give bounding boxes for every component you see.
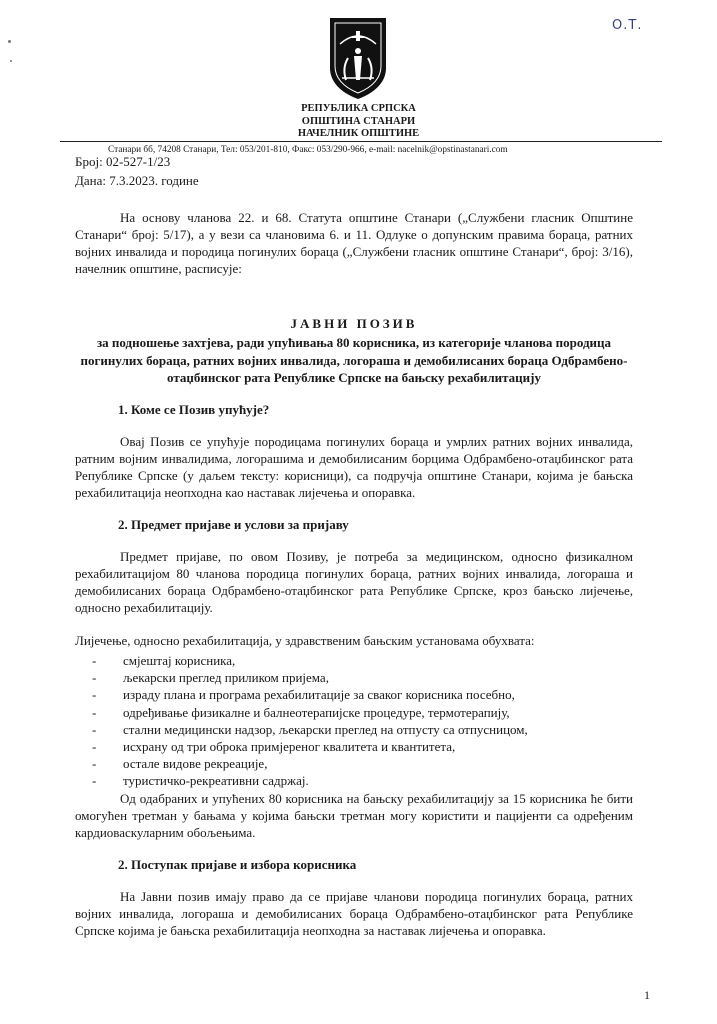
intro-paragraph: На основу чланова 22. и 68. Статута општине Станари („Службени гласник Општине Станари“ број: 5/17), а у вези са члановима 6. и 11. Одлуке о допунским правима бораца, ратних војних инвалида и породица погинулих бораца („Службени гласник општине Станари“, број: 3/16), начелник општине, расписује: xyxy=(75,210,633,276)
list-intro: Лијечење, односно рехабилитација, у здравственим бањским установама обухвата: xyxy=(75,633,535,648)
handwritten-note: О.Т. xyxy=(612,18,643,33)
letterhead-office: НАЧЕЛНИК ОПШТИНЕ xyxy=(297,128,420,139)
letterhead-republic: РЕПУБЛИКА СРПСКА xyxy=(301,103,416,114)
letterhead xyxy=(200,103,517,141)
section-3-heading: 2. Поступак пријаве и избора корисника xyxy=(118,857,357,872)
document-date: Дана: 7.3.2023. године xyxy=(75,173,199,188)
section-1-heading: 1. Коме се Позив упућује? xyxy=(118,402,270,417)
letterhead-divider xyxy=(60,141,662,142)
list-item: - одређивање физикалне и балнеотерапијске процедуре, термотерапију, xyxy=(92,704,510,720)
services-list xyxy=(75,652,635,790)
letterhead-municipality: ОПШТИНА СТАНАРИ xyxy=(301,115,416,127)
list-item: - остале видове рекреације, xyxy=(92,756,268,772)
list-item: - израду плана и програма рехабилитације за сваког корисника посебно, xyxy=(92,687,515,703)
section-2-closing: Од одабраних и упућених 80 корисника на бањску рехабилитацију за 15 корисника ће бити омогућен третман у бањама у којима бањски третман могу користити и пацијенти са одређеним кардиоваскуларним обољењима. xyxy=(75,791,633,840)
page-number: 1 xyxy=(644,988,650,1002)
document-title: ЈАВНИ ПОЗИВ xyxy=(290,316,418,331)
document-number: Број: 02-527-1/23 xyxy=(75,154,171,169)
section-1-text: Овај Позив се упућује породицама погинулих бораца и умрлих ратних војних инвалида, ратним војним инвалидима, логорашима и демобилисаним борцима Одбрамбено-отаџбинског рата Републике Српске (у даљем тексту: корисници), са подручја општине Станари, којима је бањска рехабилитација неопходна као наставак лијечења и опоравка. xyxy=(75,434,633,500)
list-item: - смјештај корисника, xyxy=(92,653,236,668)
municipality-emblem-icon xyxy=(326,14,390,100)
section-3-text: На Јавни позив имају право да се пријаве чланови породица погинулих бораца, ратних војних инвалида, логораша и демобилисаних бораца Одбрамбено-отаџбинског рата Републике Српске којима је бањска рехабилитација неопходна за наставак лијечења и опоравка. xyxy=(75,889,633,938)
list-item: - љекарски преглед приликом пријема, xyxy=(92,670,329,686)
contact-line: Станари бб, 74208 Станари, Тел: 053/201-810, Факс: 053/290-966, e-mail: nacelnik@opstinastanari.com xyxy=(108,145,508,155)
scan-speck xyxy=(8,40,11,43)
list-item: - туристичко-рекреативни садржај. xyxy=(92,773,309,789)
section-2-text: Предмет пријаве, по овом Позиву, је потреба за медицинском, односно физикалном рехабилитацијом 80 чланова породица погинулих бораца, ратних војних инвалида, логораша и демобилисаних бораца Одбрамбено-отаџбинског рата Републике Српске, кроз бањско лијечење, односно рехабилитацију. xyxy=(75,549,633,615)
section-2-heading: 2. Предмет пријаве и услови за пријаву xyxy=(118,517,349,532)
list-item: - исхрану од три оброка примјереног квалитета и квантитета, xyxy=(92,739,456,755)
document-subtitle: за подношење захтјева, ради упућивања 80 корисника, из категорије чланова породица погинулих бораца, ратних војних инвалида, логораша и демобилисаних бораца Одбрамбено-отаџбинског рата Републике Српске на бањску рехабилитацију xyxy=(80,335,628,385)
scan-speck xyxy=(10,60,12,62)
list-item: - стални медицински надзор, љекарски преглед на отпусту са отпусницом, xyxy=(92,721,528,737)
